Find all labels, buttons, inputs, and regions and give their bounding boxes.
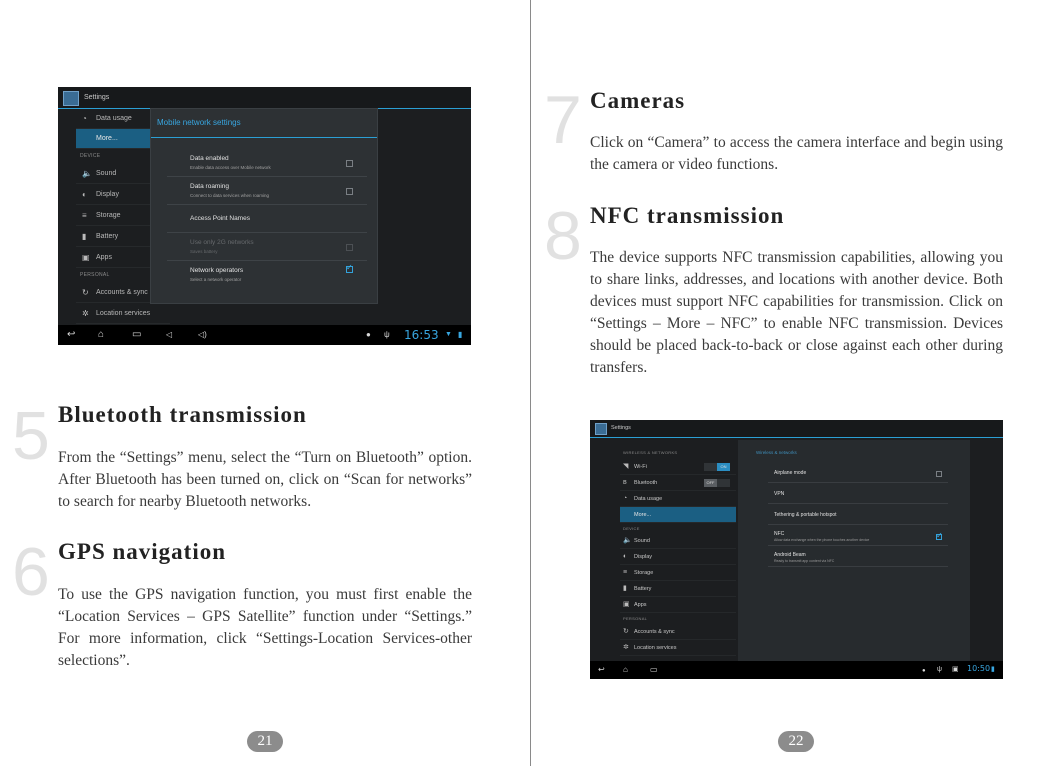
clock-icon: ◔	[623, 495, 628, 502]
storage-icon: ≡	[82, 211, 87, 220]
dialog-title: Mobile network settings	[157, 118, 241, 127]
sidebar-item-storage[interactable]: ≡ Storage	[620, 565, 736, 581]
section-title: NFC transmission	[590, 203, 785, 228]
speaker-icon: 🔈	[82, 169, 92, 178]
option-title: Access Point Names	[190, 215, 250, 222]
home-icon[interactable]: ⌂	[98, 329, 105, 340]
option-subtitle: Enable data access over Mobile network	[190, 165, 271, 170]
section-text: Click on “Camera” to access the camera interface and begin using the camera or video functions.	[590, 134, 1003, 173]
location-icon: ✲	[623, 644, 629, 651]
sidebar-item-wifi[interactable]: ◥ Wi-Fi ON	[620, 459, 736, 475]
mobile-network-settings-screenshot	[58, 87, 471, 345]
option-subtitle: Select a network operator	[190, 277, 242, 282]
action-bar-title: Settings	[84, 94, 110, 101]
bluetooth-toggle[interactable]: OFF	[704, 479, 730, 487]
display-icon: ◐	[82, 190, 87, 199]
recent-apps-icon[interactable]: ▭	[650, 665, 658, 674]
mobile-network-dialog	[150, 108, 378, 304]
sidebar-item-sound[interactable]: 🔈 Sound	[76, 164, 170, 184]
sync-icon: ↻	[623, 628, 629, 635]
section-title: Cameras	[590, 88, 686, 113]
action-bar-title: Settings	[611, 425, 631, 431]
nfc-option[interactable]	[768, 528, 948, 546]
battery-status-icon: ▮	[458, 330, 463, 339]
wifi-signal-icon: ▼	[445, 331, 452, 338]
nfc-checkbox[interactable]	[936, 534, 942, 540]
page-number: 22	[778, 731, 814, 752]
screenshot-icon: ▣	[952, 666, 959, 673]
sidebar-category-wireless: WIRELESS & NETWORKS	[623, 450, 678, 455]
sidebar-item-accounts-sync[interactable]: ↻ Accounts & sync	[76, 283, 170, 303]
option-title: Network operators	[190, 267, 244, 274]
airplane-mode-option[interactable]	[768, 465, 948, 483]
section-number: 5	[12, 398, 50, 474]
sidebar-item-location[interactable]: ✲ Location services	[620, 640, 736, 656]
option-subtitle: Saves battery	[190, 249, 218, 254]
use-2g-only-checkbox	[346, 244, 353, 251]
display-icon: ◐	[623, 553, 628, 560]
option-subtitle: Allow data exchange when the phone touches another device	[774, 538, 870, 542]
wifi-icon: ◥	[623, 463, 629, 470]
vpn-option[interactable]	[768, 486, 948, 504]
android-beam-option[interactable]	[768, 549, 948, 567]
wireless-networks-panel	[738, 440, 970, 661]
airplane-mode-checkbox[interactable]	[936, 471, 942, 477]
bluetooth-icon: ʙ	[623, 479, 627, 486]
sidebar-item-apps[interactable]: ▣ Apps	[620, 597, 736, 613]
clock-icon: ◔	[82, 114, 87, 123]
sidebar-item-data-usage[interactable]: ◔ Data usage	[620, 491, 736, 507]
option-title: Use only 2G networks	[190, 239, 254, 246]
access-point-names-option[interactable]	[167, 205, 367, 233]
sidebar-item-storage[interactable]: ≡ Storage	[76, 206, 170, 226]
wireless-networks-settings-screenshot	[590, 420, 1003, 679]
network-operators-checkbox[interactable]	[346, 266, 353, 273]
system-nav-bar	[58, 325, 471, 345]
option-title: VPN	[774, 491, 785, 497]
sidebar-item-battery[interactable]: ▮ Battery	[76, 227, 170, 247]
wifi-toggle[interactable]: ON	[704, 463, 730, 471]
system-nav-bar	[590, 661, 1003, 679]
sidebar-category-personal: PERSONAL	[80, 272, 110, 278]
action-bar	[590, 420, 1003, 438]
sidebar-item-accounts-sync[interactable]: ↻ Accounts & sync	[620, 624, 736, 640]
option-title: Android Beam	[774, 552, 806, 558]
back-icon[interactable]: ↩	[67, 329, 76, 340]
option-title: NFC	[774, 531, 785, 537]
use-2g-only-option	[167, 233, 367, 261]
usb-icon: ψ	[384, 330, 390, 339]
page-number: 21	[247, 731, 283, 752]
section-title: GPS navigation	[58, 539, 227, 564]
data-enabled-option[interactable]	[167, 149, 367, 177]
option-title: Data enabled	[190, 155, 229, 162]
section-number: 8	[544, 198, 582, 274]
section-text: The device supports NFC transmission capabilities, allowing you to share links, addresses, and locations with another device. Both devices must support NFC capabilities for transmission. Click on “Settings – More – NFC” to enable NFC transmission. Devices should be placed back-to-back or close against each other during transfers.	[590, 249, 1003, 376]
back-icon[interactable]: ↩	[598, 665, 605, 674]
sidebar-item-more[interactable]: More...	[620, 507, 736, 523]
sync-icon: ↻	[82, 288, 89, 297]
home-icon[interactable]: ⌂	[623, 665, 628, 674]
data-roaming-option[interactable]	[167, 177, 367, 205]
sidebar-item-data-usage[interactable]: ◔ Data usage	[76, 109, 170, 129]
sidebar-item-sound[interactable]: 🔈 Sound	[620, 533, 736, 549]
option-title: Tethering & portable hotspot	[774, 512, 837, 518]
storage-icon: ≡	[623, 569, 628, 576]
tethering-option[interactable]	[768, 507, 948, 525]
recent-apps-icon[interactable]: ▭	[132, 329, 142, 340]
location-icon: ✲	[82, 309, 89, 318]
option-title: Airplane mode	[774, 470, 807, 476]
sidebar-category-device: DEVICE	[623, 526, 640, 531]
speaker-icon: 🔈	[623, 537, 632, 544]
battery-icon: ▮	[82, 232, 87, 241]
action-bar	[58, 87, 471, 109]
usb-icon: ψ	[937, 666, 942, 673]
option-title: Data roaming	[190, 183, 230, 190]
battery-icon: ▮	[623, 585, 627, 592]
settings-app-icon	[63, 91, 79, 106]
sidebar-item-battery[interactable]: ▮ Battery	[620, 581, 736, 597]
apps-icon: ▣	[82, 253, 90, 262]
option-subtitle: Ready to transmit app content via NFC	[774, 559, 835, 563]
data-roaming-checkbox[interactable]	[346, 188, 353, 195]
section-text: To use the GPS navigation function, you must first enable the “Location Services – GPS Satellite” function under “Settings.” For more information, click “Settings-Location Services-other selections”.	[58, 586, 472, 669]
panel-header: Wireless & networks	[756, 450, 797, 455]
sidebar-item-bluetooth[interactable]: ʙ Bluetooth OFF	[620, 475, 736, 491]
option-subtitle: Connect to data services when roaming	[190, 193, 270, 198]
volume-down-icon[interactable]: ◁	[166, 330, 173, 339]
volume-up-icon[interactable]: ◁)	[198, 330, 207, 339]
data-enabled-checkbox[interactable]	[346, 160, 353, 167]
sidebar-item-more[interactable]: More...	[76, 129, 170, 149]
android-icon: ●	[922, 668, 926, 674]
sidebar-item-display[interactable]: ◐ Display	[620, 549, 736, 565]
apps-icon: ▣	[623, 601, 630, 608]
page-divider	[530, 0, 531, 766]
sidebar-category-device: DEVICE	[80, 153, 101, 159]
android-icon: ●	[366, 330, 371, 339]
sidebar-item-display[interactable]: ◐ Display	[76, 185, 170, 205]
section-text: From the “Settings” menu, select the “Turn on Bluetooth” option. After Bluetooth has been turned on, click on “Scan for networks” to search for nearby Bluetooth networks.	[58, 449, 472, 510]
status-clock: 10:50	[967, 664, 991, 673]
sidebar-item-apps[interactable]: ▣ Apps	[76, 248, 170, 268]
battery-status-icon: ▮	[991, 666, 995, 673]
section-number: 7	[544, 82, 582, 158]
sidebar-category-personal: PERSONAL	[623, 616, 648, 621]
sidebar-item-location[interactable]: ✲ Location services	[76, 304, 170, 324]
settings-app-icon	[595, 423, 607, 435]
section-title: Bluetooth transmission	[58, 402, 307, 427]
section-number: 6	[12, 534, 50, 610]
status-clock: 16:53	[404, 328, 439, 342]
network-operators-option[interactable]	[167, 261, 367, 289]
dialog-title-divider	[151, 137, 377, 138]
